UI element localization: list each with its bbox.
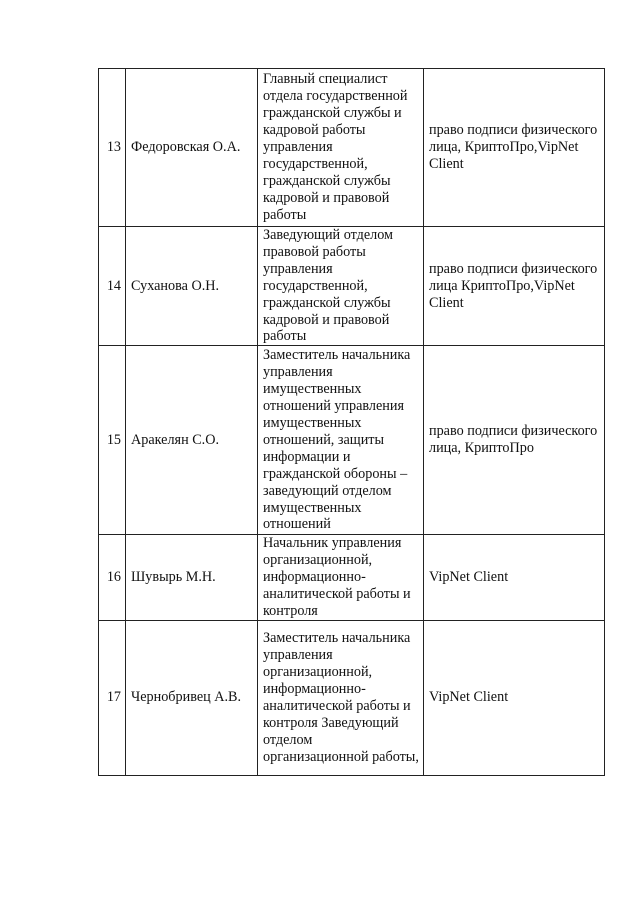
table-row [99,620,605,775]
access-rights: право подписи физического лица, КриптоПро [424,346,605,535]
table-row [99,535,605,621]
access-rights: право подписи физического лица КриптоПро,VipNet Client [424,227,605,346]
access-rights: VipNet Client [424,535,605,621]
employee-name: Чернобривец А.В. [126,620,258,775]
row-number: 14 [99,227,126,346]
row-number: 13 [99,69,126,227]
table-row [99,346,605,535]
staff-rights-table [98,68,605,776]
row-number: 16 [99,535,126,621]
access-rights: право подписи физического лица, КриптоПро,VipNet Client [424,69,605,227]
table-row [99,69,605,227]
table-row [99,227,605,346]
employee-position: Начальник управления организационной, информационно-аналитической работы и контроля [258,535,424,621]
access-rights: VipNet Client [424,620,605,775]
employee-name: Федоровская О.А. [126,69,258,227]
employee-position: Заведующий отделом правовой работы управления государственной, гражданской службы кадровой и правовой работы [258,227,424,346]
employee-name: Аракелян С.О. [126,346,258,535]
employee-name: Шувырь М.Н. [126,535,258,621]
employee-position: Главный специалист отдела государственной гражданской службы и кадровой работы управления государственной, гражданской службы кадровой и правовой работы [258,69,424,227]
row-number: 17 [99,620,126,775]
employee-position: Заместитель начальника управления имущественных отношений управления имущественных отношений, защиты информации и гражданской обороны – заведующий отделом имущественных отношений [258,346,424,535]
employee-name: Суханова О.Н. [126,227,258,346]
employee-position: Заместитель начальника управления организационной, информационно-аналитической работы и контроля Заведующий отделом организационной работы, [258,620,424,775]
row-number: 15 [99,346,126,535]
